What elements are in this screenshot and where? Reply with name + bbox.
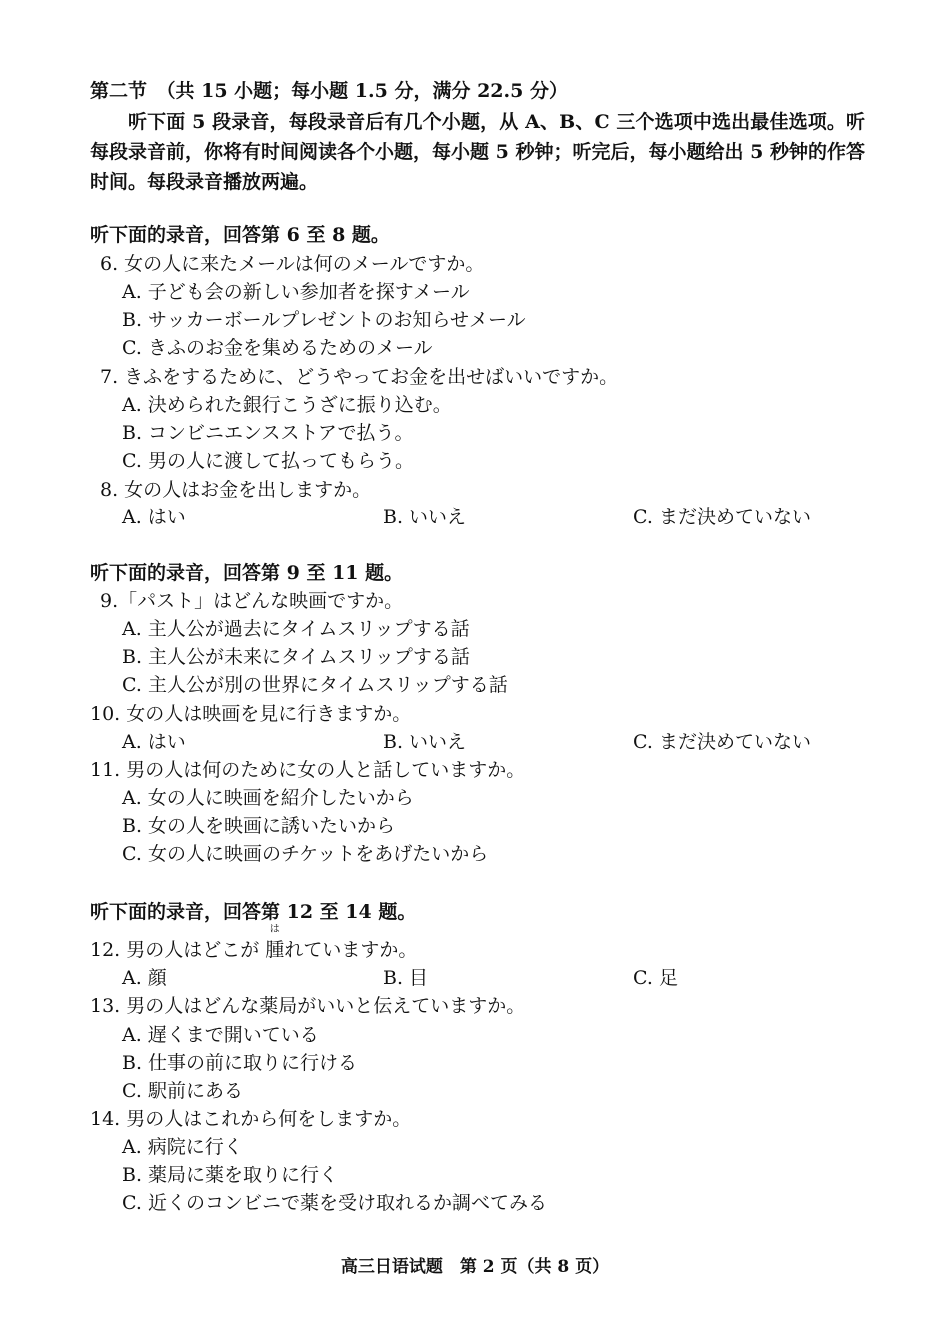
question-9-option-a: A. 主人公が過去にタイムスリップする話 bbox=[122, 618, 470, 640]
question-6: 6. 女の人に来たメールは何のメールですか。 bbox=[100, 253, 485, 275]
question-12-ruby bbox=[265, 924, 285, 963]
question-12-ruby-reading: は bbox=[269, 924, 280, 935]
question-10-option-b: B. いいえ bbox=[383, 731, 467, 753]
question-10-option-a: A. はい bbox=[122, 731, 186, 753]
question-11-option-a: A. 女の人に映画を紹介したいから bbox=[122, 787, 414, 809]
question-14-option-a: A. 病院に行く bbox=[122, 1136, 243, 1158]
question-14-option-b: B. 薬局に薬を取りに行く bbox=[122, 1164, 339, 1186]
question-8-option-c: C. まだ決めていない bbox=[633, 506, 811, 528]
question-9: 9.「パスト」はどんな映画ですか。 bbox=[100, 590, 404, 612]
question-7-option-c: C. 男の人に渡して払ってもらう。 bbox=[122, 450, 414, 472]
question-6-option-c: C. きふのお金を集めるためのメール bbox=[122, 337, 433, 359]
question-9-option-c: C. 主人公が別の世界にタイムスリップする話 bbox=[122, 674, 508, 696]
question-8: 8. 女の人はお金を出しますか。 bbox=[100, 479, 372, 501]
question-13-option-c: C. 駅前にある bbox=[122, 1080, 243, 1102]
question-12-option-c: C. 足 bbox=[633, 967, 678, 989]
question-7: 7. きふをするために、どうやってお金を出せばいいですか。 bbox=[100, 366, 619, 388]
question-14-option-c: C. 近くのコンビニで薬を受け取れるか調べてみる bbox=[122, 1192, 547, 1214]
question-10-option-c: C. まだ決めていない bbox=[633, 731, 811, 753]
question-9-option-b: B. 主人公が未来にタイムスリップする話 bbox=[122, 646, 470, 668]
question-13-option-a: A. 遅くまで開いている bbox=[122, 1024, 319, 1046]
question-7-option-b: B. コンビニエンスストアで払う。 bbox=[122, 422, 414, 444]
question-13-option-b: B. 仕事の前に取りに行ける bbox=[122, 1052, 358, 1074]
section-instructions: 听下面 5 段录音，每段录音后有几个小题，从 A、B、C 三个选项中选出最佳选项。听每段录音前，你将有时间阅读各个小题，每小题 5 秒钟；听完后，每小题给出 5 秒钟的作答时间。每段录音播放两遍。 bbox=[90, 111, 865, 193]
question-11-option-c: C. 女の人に映画のチケットをあげたいから bbox=[122, 843, 489, 865]
question-12-stem-end: れていますか。 bbox=[284, 939, 418, 961]
section-title: 第二节 （共 15 小题；每小题 1.5 分，满分 22.5 分） bbox=[90, 80, 568, 102]
question-6-option-b: B. サッカーボールプレゼントのお知らせメール bbox=[122, 309, 526, 331]
question-12-stem-start: 12. 男の人はどこが bbox=[90, 939, 266, 961]
question-11-option-b: B. 女の人を映画に誘いたいから bbox=[122, 815, 396, 837]
question-12-option-b: B. 目 bbox=[383, 967, 429, 989]
question-13: 13. 男の人はどんな薬局がいいと伝えていますか。 bbox=[90, 995, 526, 1017]
question-8-option-a: A. はい bbox=[122, 506, 186, 528]
question-12 bbox=[90, 924, 418, 963]
question-7-option-a: A. 決められた銀行こうざに振り込む。 bbox=[122, 394, 452, 416]
question-6-option-a: A. 子ども会の新しい参加者を探すメール bbox=[122, 281, 470, 303]
page-footer: 高三日语试题 第 2 页（共 8 页） bbox=[340, 1257, 610, 1277]
question-12-option-a: A. 顔 bbox=[122, 967, 167, 989]
question-12-ruby-base: 腫 bbox=[265, 939, 285, 961]
question-8-option-b: B. いいえ bbox=[383, 506, 467, 528]
group-header-9-11: 听下面的录音，回答第 9 至 11 题。 bbox=[90, 562, 404, 584]
question-10: 10. 女の人は映画を見に行きますか。 bbox=[90, 703, 412, 725]
group-header-6-8: 听下面的录音，回答第 6 至 8 题。 bbox=[90, 224, 390, 246]
question-14: 14. 男の人はこれから何をしますか。 bbox=[90, 1108, 412, 1130]
group-header-12-14: 听下面的录音，回答第 12 至 14 题。 bbox=[90, 901, 417, 923]
question-11: 11. 男の人は何のために女の人と話していますか。 bbox=[90, 759, 526, 781]
